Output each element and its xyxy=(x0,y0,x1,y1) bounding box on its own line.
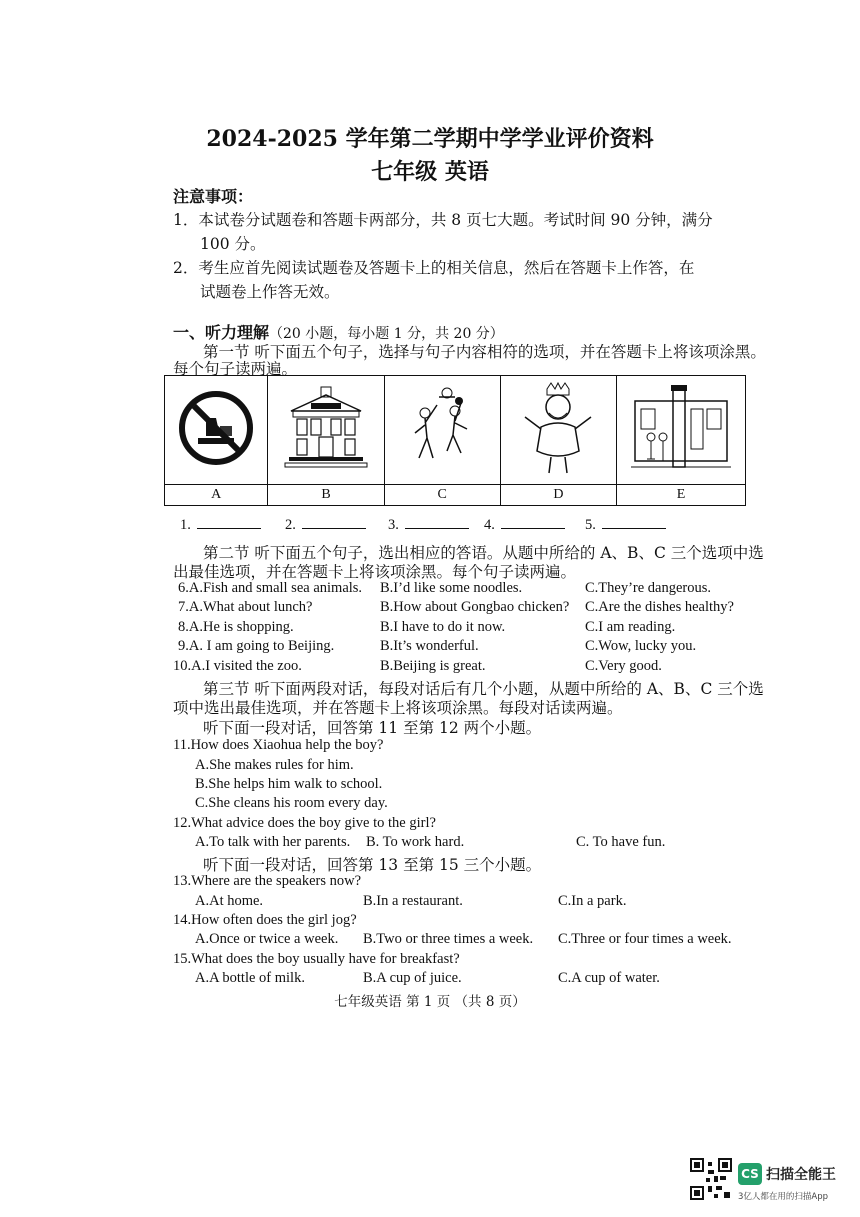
camscanner-name: 扫描全能王 xyxy=(766,1167,836,1183)
answer-blank-3[interactable] xyxy=(388,516,469,534)
basketball-players-icon xyxy=(397,383,487,473)
notice-item-1-cont: 100 分。 xyxy=(200,235,266,253)
picture-label-c: C xyxy=(384,485,500,506)
notice-item-2: 2．考生应首先阅读试题卷及答题卡上的相关信息，然后在答题卡上作答，在 xyxy=(173,259,695,277)
blank-number: 3. xyxy=(388,517,399,533)
q15-question: 15.What does the boy usually have for breakfast? xyxy=(173,951,460,967)
q10-option-a: 10.A.I visited the zoo. xyxy=(173,658,302,674)
q7-option-c: C.Are the dishes healthy? xyxy=(585,599,734,615)
q10-option-b: B.Beijing is great. xyxy=(380,658,486,674)
section-1-note: （20 小题，每小题 1 分，共 20 分） xyxy=(269,326,504,342)
answer-blank-1[interactable] xyxy=(180,516,261,534)
q8-option-a: 8.A.He is shopping. xyxy=(178,619,294,635)
q9-option-c: C.Wow, lucky you. xyxy=(585,638,697,654)
part-1-instruction: 第一节 听下面五个句子，选择与句子内容相符的选项，并在答题卡上将该项涂黑。 xyxy=(203,343,766,361)
q11-option-b: B.She helps him walk to school. xyxy=(195,776,383,792)
train-station-icon xyxy=(631,381,731,476)
part-1-instruction-cont: 每个句子读两遍。 xyxy=(173,360,298,378)
part-2-instruction-cont: 出最佳选项，并在答题卡上将该项涂黑。每个句子读两遍。 xyxy=(173,563,577,581)
q8-option-b: B.I have to do it now. xyxy=(380,619,506,635)
part-3-instruction-cont: 项中选出最佳选项，并在答题卡上将该项涂黑。每段对话读两遍。 xyxy=(173,699,623,717)
answer-blank-4[interactable] xyxy=(484,516,565,534)
blank-number: 5. xyxy=(585,517,596,533)
q12-option-b: B. To work hard. xyxy=(366,834,465,850)
picture-c xyxy=(384,376,500,485)
q6-option-b: B.I’d like some noodles. xyxy=(380,580,523,596)
qr-code-icon xyxy=(690,1158,732,1200)
q6-option-c: C.They’re dangerous. xyxy=(585,580,712,596)
q13-option-c: C.In a park. xyxy=(558,893,627,909)
picture-a xyxy=(165,376,268,485)
picture-label-d: D xyxy=(500,485,616,506)
picture-label-e: E xyxy=(616,485,745,506)
q11-option-a: A.She makes rules for him. xyxy=(195,757,354,773)
picture-label-b: B xyxy=(268,485,384,506)
q12-option-c: C. To have fun. xyxy=(576,834,666,850)
q8-option-c: C.I am reading. xyxy=(585,619,676,635)
blank-number: 1. xyxy=(180,517,191,533)
section-1-title: 一、听力理解 xyxy=(173,323,270,342)
q12-question: 12.What advice does the boy give to the girl? xyxy=(173,815,436,831)
q9-option-a: 9.A. I am going to Beijing. xyxy=(178,638,335,654)
q13-option-a: A.At home. xyxy=(195,893,264,909)
picture-b xyxy=(268,376,384,485)
q13-option-b: B.In a restaurant. xyxy=(363,893,463,909)
q14-option-c: C.Three or four times a week. xyxy=(558,931,732,947)
picture-label-a: A xyxy=(165,485,268,506)
notice-item-1: 1．本试卷分试题卷和答题卡两部分，共 8 页七大题。考试时间 90 分钟，满分 xyxy=(173,211,713,229)
q15-option-c: C.A cup of water. xyxy=(558,970,660,986)
notice-item-2-cont: 试题卷上作答无效。 xyxy=(200,283,340,301)
notice-heading: 注意事项： xyxy=(173,187,254,206)
answer-blank-2[interactable] xyxy=(285,516,366,534)
blank-number: 4. xyxy=(484,517,495,533)
q14-question: 14.How often does the girl jog? xyxy=(173,912,357,928)
blank-number: 2. xyxy=(285,517,296,533)
q14-option-b: B.Two or three times a week. xyxy=(363,931,534,947)
part-3-instruction: 第三节 听下面两段对话，每段对话后有几个小题，从题中所给的 A、B、C 三个选 xyxy=(203,680,764,698)
no-fishing-sign-icon xyxy=(176,388,256,468)
dancing-king-icon xyxy=(513,381,603,476)
q9-option-b: B.It’s wonderful. xyxy=(380,638,479,654)
picture-e xyxy=(616,376,745,485)
page-footer: 七年级英语 第 1 页 （共 8 页） xyxy=(334,994,526,1010)
q7-option-b: B.How about Gongbao chicken? xyxy=(380,599,570,615)
document-subtitle: 七年级 英语 xyxy=(371,159,489,185)
q11-option-c: C.She cleans his room every day. xyxy=(195,795,388,811)
camscanner-tagline: 3亿人都在用的扫描App xyxy=(738,1192,829,1202)
picture-d xyxy=(500,376,616,485)
q13-question: 13.Where are the speakers now? xyxy=(173,873,362,889)
q15-option-b: B.A cup of juice. xyxy=(363,970,462,986)
q12-option-a: A.To talk with her parents. xyxy=(195,834,351,850)
q11-question: 11.How does Xiaohua help the boy? xyxy=(173,737,384,753)
picture-table xyxy=(164,375,746,506)
museum-building-icon xyxy=(281,383,371,473)
q14-option-a: A.Once or twice a week. xyxy=(195,931,339,947)
q10-option-c: C.Very good. xyxy=(585,658,662,674)
camscanner-logo: CS xyxy=(738,1163,762,1185)
q6-option-a: 6.A.Fish and small sea animals. xyxy=(178,580,363,596)
dialog-1-intro: 听下面一段对话，回答第 11 至第 12 两个小题。 xyxy=(203,719,542,737)
part-2-instruction: 第二节 听下面五个句子，选出相应的答语。从题中所给的 A、B、C 三个选项中选 xyxy=(203,544,764,562)
answer-blank-5[interactable] xyxy=(585,516,666,534)
q7-option-a: 7.A.What about lunch? xyxy=(178,599,313,615)
document-title: 2024-2025 学年第二学期中学学业评价资料 xyxy=(206,126,654,152)
q15-option-a: A.A bottle of milk. xyxy=(195,970,305,986)
dialog-2-intro: 听下面一段对话，回答第 13 至第 15 三个小题。 xyxy=(203,856,542,874)
